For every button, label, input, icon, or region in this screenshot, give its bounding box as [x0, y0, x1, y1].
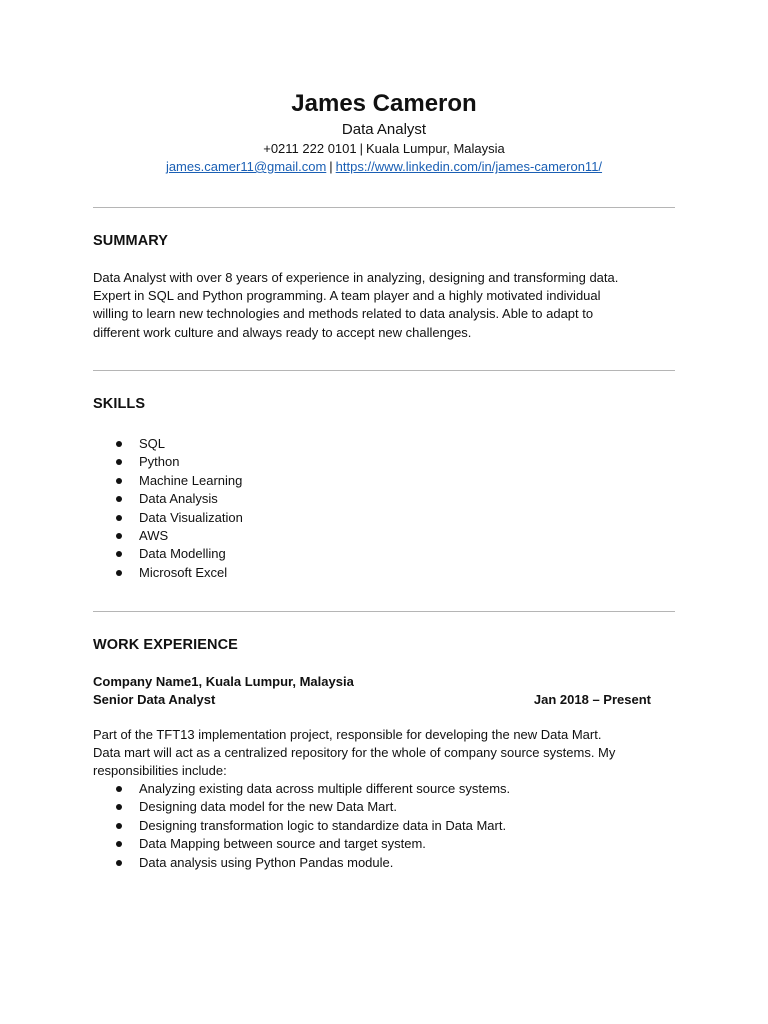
bullet-icon [116, 441, 122, 447]
responsibility-item: Analyzing existing data across multiple different source systems. [93, 780, 510, 798]
job-description [93, 726, 683, 781]
contact-separator: | [359, 141, 364, 156]
bullet-icon [116, 823, 122, 829]
summary-heading: SUMMARY [93, 233, 169, 249]
responsibilities-list [93, 780, 510, 872]
bullet-icon [116, 515, 122, 521]
summary-line: different work culture and always ready to accept new challenges. [93, 324, 472, 340]
skill-item: AWS [93, 527, 243, 545]
bullet-icon [116, 570, 122, 576]
bullet-icon [116, 551, 122, 557]
responsibility-item: Designing transformation logic to standardize data in Data Mart. [93, 817, 510, 835]
skill-item: SQL [93, 435, 243, 453]
bullet-icon [116, 804, 122, 810]
job-dates: Jan 2018 – Present [533, 692, 651, 707]
bullet-icon [116, 786, 122, 792]
contact-line [0, 140, 768, 158]
bullet-icon [116, 478, 122, 484]
summary-line: Data Analyst with over 8 years of experience in analyzing, designing and transforming data. [93, 270, 619, 285]
skill-item: Microsoft Excel [93, 564, 243, 582]
skill-item: Data Analysis [93, 490, 243, 508]
phone-number: +0211 222 0101 [263, 141, 357, 156]
bullet-icon [116, 496, 122, 502]
skills-heading: SKILLS [93, 396, 146, 412]
skill-item: Data Modelling [93, 545, 243, 563]
summary-line: Expert in SQL and Python programming. A team player and a highly motivated individual [93, 288, 601, 304]
job-description-line: responsibilities include: [93, 763, 227, 779]
bullet-icon [116, 533, 122, 539]
links-separator: | [329, 159, 333, 174]
job-position: Senior Data Analyst [93, 692, 216, 707]
summary-text [93, 269, 683, 342]
links-line [0, 158, 768, 176]
skill-item: Python [93, 453, 243, 471]
responsibility-item: Designing data model for the new Data Mart. [93, 798, 510, 816]
candidate-name: James Cameron [291, 90, 477, 117]
bullet-icon [116, 860, 122, 866]
job-title-row [93, 691, 651, 709]
email-link[interactable]: james.camer11@gmail.com [165, 159, 327, 174]
resume-header [0, 88, 768, 176]
candidate-role: Data Analyst [341, 121, 427, 138]
responsibility-item: Data Mapping between source and target system. [93, 835, 510, 853]
location: Kuala Lumpur, Malaysia [366, 141, 505, 156]
responsibility-item: Data analysis using Python Pandas module. [93, 854, 510, 872]
skill-item: Data Visualization [93, 509, 243, 527]
job-company: Company Name1, Kuala Lumpur, Malaysia [93, 674, 354, 689]
bullet-icon [116, 459, 122, 465]
job-description-line: Data mart will act as a centralized repository for the whole of company source systems. My [93, 745, 616, 761]
experience-heading: WORK EXPERIENCE [93, 637, 238, 653]
linkedin-link[interactable]: https://www.linkedin.com/in/james-cameron11/ [335, 159, 603, 174]
skill-item: Machine Learning [93, 472, 243, 490]
bullet-icon [116, 841, 122, 847]
divider-header [93, 207, 675, 208]
divider-summary [93, 370, 675, 371]
skills-list [93, 435, 243, 582]
summary-line: willing to learn new technologies and methods related to data analysis. Able to adapt to [93, 306, 594, 322]
job-description-line: Part of the TFT13 implementation project, responsible for developing the new Data Mart. [93, 727, 602, 742]
divider-skills [93, 611, 675, 612]
